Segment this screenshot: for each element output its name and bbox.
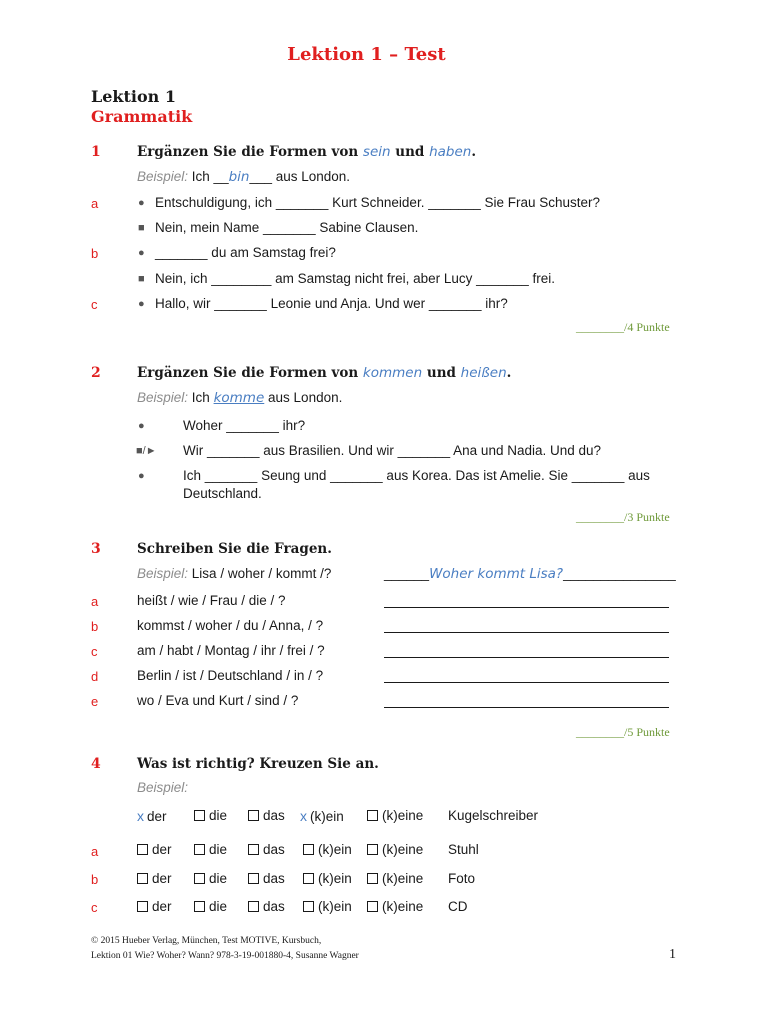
- task4-example-noun: Kugelschreiber: [448, 808, 539, 823]
- checkbox-icon[interactable]: [194, 873, 205, 884]
- task2-connector: und: [426, 365, 456, 381]
- checkbox-icon[interactable]: [137, 901, 148, 912]
- checkbox-icon[interactable]: [367, 810, 378, 821]
- checkbox-icon[interactable]: [303, 873, 314, 884]
- task1-example-label: Beispiel:: [137, 169, 189, 184]
- task4-row-b-keine[interactable]: [367, 871, 423, 886]
- task4-row-b-die[interactable]: [194, 871, 227, 886]
- task3-item-a-text: heißt / wie / Frau / die / ?: [137, 593, 286, 608]
- checkbox-icon[interactable]: [194, 810, 205, 821]
- task3-item-a-letter: a: [91, 594, 99, 609]
- footer-source: Lektion 01 Wie? Woher? Wann? 978-3-19-001880-4, Susanne Wagner: [91, 951, 359, 961]
- task4-row-a-keine[interactable]: [367, 842, 423, 857]
- task2-points: ________/3 Punkte: [576, 510, 670, 524]
- option-label: (k)ein: [318, 842, 352, 857]
- task2-instruction: [137, 365, 511, 381]
- task4-row-c-das[interactable]: [248, 899, 285, 914]
- task2-item-3-bullet: ●: [138, 470, 145, 482]
- task2-item-2-text: Wir _______ aus Brasilien. Und wir _______ Ana und Nadia. Und du?: [183, 443, 602, 458]
- task1-instruction: [137, 144, 476, 160]
- checkbox-icon[interactable]: [367, 901, 378, 912]
- task1-item-a2-text: Nein, mein Name _______ Sabine Clausen.: [155, 220, 419, 235]
- checkbox-icon[interactable]: [194, 901, 205, 912]
- option-label: das: [263, 842, 285, 857]
- task4-row-c-noun: CD: [448, 899, 468, 914]
- task3-item-b-text: kommst / woher / du / Anna, / ?: [137, 618, 324, 633]
- task1-instruction-prefix: Ergänzen Sie die Formen von: [137, 144, 359, 160]
- task2-example-label: Beispiel:: [137, 390, 189, 405]
- task2-end: .: [506, 365, 512, 381]
- task1-item-c-bullet: ●: [138, 298, 145, 310]
- cross-mark-icon: x: [300, 808, 307, 824]
- task1-item-c-text: Hallo, wir _______ Leonie und Anja. Und wer _______ ihr?: [155, 296, 508, 311]
- task4-row-b-kein[interactable]: [303, 871, 352, 886]
- option-label: (k)eine: [382, 808, 424, 823]
- checkbox-icon[interactable]: [248, 810, 259, 821]
- task3-example: [137, 566, 331, 581]
- checkbox-icon[interactable]: [248, 873, 259, 884]
- option-label: der: [152, 842, 172, 857]
- checkbox-icon[interactable]: [194, 844, 205, 855]
- task2-number: 2: [91, 365, 101, 381]
- option-label: (k)eine: [382, 871, 424, 886]
- task3-number: 3: [91, 541, 101, 557]
- task3-item-a-answer-line[interactable]: [384, 607, 669, 608]
- option-label: (k)ein: [310, 809, 344, 824]
- task3-example-prompt: Lisa / woher / kommt /?: [191, 566, 332, 581]
- task3-points: ________/5 Punkte: [576, 725, 670, 739]
- task3-item-c-text: am / habt / Montag / ihr / frei / ?: [137, 643, 325, 658]
- task2-instruction-prefix: Ergänzen Sie die Formen von: [137, 365, 359, 381]
- checkbox-icon[interactable]: [303, 844, 314, 855]
- task2-verb1: kommen: [362, 365, 423, 381]
- task3-item-d-letter: d: [91, 669, 99, 684]
- task1-item-c-letter: c: [91, 297, 98, 312]
- task4-row-c-keine[interactable]: [367, 899, 423, 914]
- task4-row-b-letter: b: [91, 872, 99, 887]
- task1-item-a2-bullet: ■: [138, 222, 145, 234]
- checkbox-icon[interactable]: [137, 844, 148, 855]
- task1-item-b-bullet: ●: [138, 247, 145, 259]
- task3-item-b-letter: b: [91, 619, 99, 634]
- task4-example-option-keine[interactable]: [367, 808, 423, 823]
- option-label: die: [209, 808, 228, 823]
- checkbox-icon[interactable]: [137, 873, 148, 884]
- task2-example-post: aus London.: [268, 390, 343, 405]
- task4-row-c-die[interactable]: [194, 899, 227, 914]
- task1-example-pre: Ich __: [191, 169, 229, 184]
- cross-mark-icon: x: [137, 808, 144, 824]
- task1-example-post: ___ aus London.: [249, 169, 351, 184]
- option-label: die: [209, 842, 228, 857]
- option-label: (k)ein: [318, 899, 352, 914]
- task3-item-b-answer-line[interactable]: [384, 632, 669, 633]
- task1-verb2: haben: [429, 144, 472, 160]
- checkbox-icon[interactable]: [303, 901, 314, 912]
- task2-item-3-text: Ich _______ Seung und _______ aus Korea. Das ist Amelie. Sie _______ aus: [183, 468, 650, 483]
- task4-row-a-der[interactable]: [137, 842, 172, 857]
- page-title: Lektion 1 – Test: [287, 44, 446, 65]
- task3-item-d-text: Berlin / ist / Deutschland / in / ?: [137, 668, 324, 683]
- task1-item-a-letter: a: [91, 196, 99, 211]
- task4-row-a-kein[interactable]: [303, 842, 352, 857]
- task1-end: .: [471, 144, 477, 160]
- task1-item-a-text: Entschuldigung, ich _______ Kurt Schneider. _______ Sie Frau Schuster?: [155, 195, 601, 210]
- task3-item-e-answer-line[interactable]: [384, 707, 669, 708]
- task3-example-answer-pre: ______: [384, 566, 430, 581]
- task1-number: 1: [91, 144, 101, 160]
- option-label: die: [209, 871, 228, 886]
- checkbox-icon[interactable]: [248, 901, 259, 912]
- option-label: der: [152, 871, 172, 886]
- task4-row-b-der[interactable]: [137, 871, 172, 886]
- task4-example-option-das[interactable]: [248, 808, 285, 823]
- option-label: (k)eine: [382, 899, 424, 914]
- task1-verb1: sein: [362, 144, 391, 160]
- task3-instruction: Schreiben Sie die Fragen.: [137, 541, 332, 557]
- task1-item-b2-text: Nein, ich ________ am Samstag nicht frei, aber Lucy _______ frei.: [155, 271, 555, 286]
- task4-example-option-die[interactable]: [194, 808, 227, 823]
- task2-item-1-bullet: ●: [138, 420, 145, 432]
- task2-example: [137, 390, 342, 406]
- task2-item-2-bullet: ■/►: [136, 445, 157, 457]
- task1-connector: und: [395, 144, 425, 160]
- task4-row-b-das[interactable]: [248, 871, 285, 886]
- task4-row-c-der[interactable]: [137, 899, 172, 914]
- task3-item-d-answer-line[interactable]: [384, 682, 669, 683]
- option-label: der: [152, 899, 172, 914]
- task4-example-label: Beispiel:: [137, 780, 189, 795]
- task4-example-option-der: [137, 808, 167, 824]
- task4-row-c-kein[interactable]: [303, 899, 352, 914]
- task4-number: 4: [91, 756, 101, 772]
- task1-item-a-bullet: ●: [138, 197, 145, 209]
- footer-copyright: © 2015 Hueber Verlag, München, Test MOTIVE, Kursbuch,: [91, 936, 322, 946]
- option-label: (k)eine: [382, 842, 424, 857]
- option-label: das: [263, 808, 285, 823]
- option-label: das: [263, 871, 285, 886]
- option-label: das: [263, 899, 285, 914]
- checkbox-icon[interactable]: [248, 844, 259, 855]
- task2-verb2: heißen: [460, 365, 507, 381]
- option-label: (k)ein: [318, 871, 352, 886]
- option-label: der: [147, 809, 167, 824]
- lesson-heading: Lektion 1: [91, 87, 176, 106]
- task4-row-c-letter: c: [91, 900, 98, 915]
- task4-row-a-das[interactable]: [248, 842, 285, 857]
- task3-item-e-letter: e: [91, 694, 99, 709]
- task3-item-e-text: wo / Eva und Kurt / sind / ?: [137, 693, 299, 708]
- task1-item-b-letter: b: [91, 246, 99, 261]
- task4-instruction: Was ist richtig? Kreuzen Sie an.: [137, 756, 379, 772]
- task2-example-pre: Ich: [191, 390, 210, 405]
- task4-row-b-noun: Foto: [448, 871, 476, 886]
- task1-points: ________/4 Punkte: [576, 320, 670, 334]
- page-number: 1: [669, 947, 676, 962]
- checkbox-icon[interactable]: [367, 844, 378, 855]
- task2-item-1-text: Woher _______ ihr?: [183, 418, 306, 433]
- task3-example-label: Beispiel:: [137, 566, 189, 581]
- task3-example-answer-post: _______________: [563, 566, 676, 581]
- option-label: die: [209, 899, 228, 914]
- task4-row-a-noun: Stuhl: [448, 842, 479, 857]
- task2-example-answer: komme: [213, 390, 265, 406]
- task3-example-answer: Woher kommt Lisa?: [429, 566, 564, 582]
- task1-example-answer: bin: [228, 169, 250, 185]
- task4-row-a-die[interactable]: [194, 842, 227, 857]
- section-heading: Grammatik: [91, 107, 193, 126]
- task1-example: [137, 169, 350, 185]
- task2-item-3-continuation: Deutschland.: [183, 486, 262, 501]
- task1-item-b-text: _______ du am Samstag frei?: [155, 245, 336, 260]
- task3-example-answer-line: [384, 566, 676, 582]
- task3-item-c-letter: c: [91, 644, 98, 659]
- task3-item-c-answer-line[interactable]: [384, 657, 669, 658]
- checkbox-icon[interactable]: [367, 873, 378, 884]
- task4-row-a-letter: a: [91, 844, 99, 859]
- task1-item-b2-bullet: ■: [138, 273, 145, 285]
- task4-example-option-kein: [300, 808, 344, 824]
